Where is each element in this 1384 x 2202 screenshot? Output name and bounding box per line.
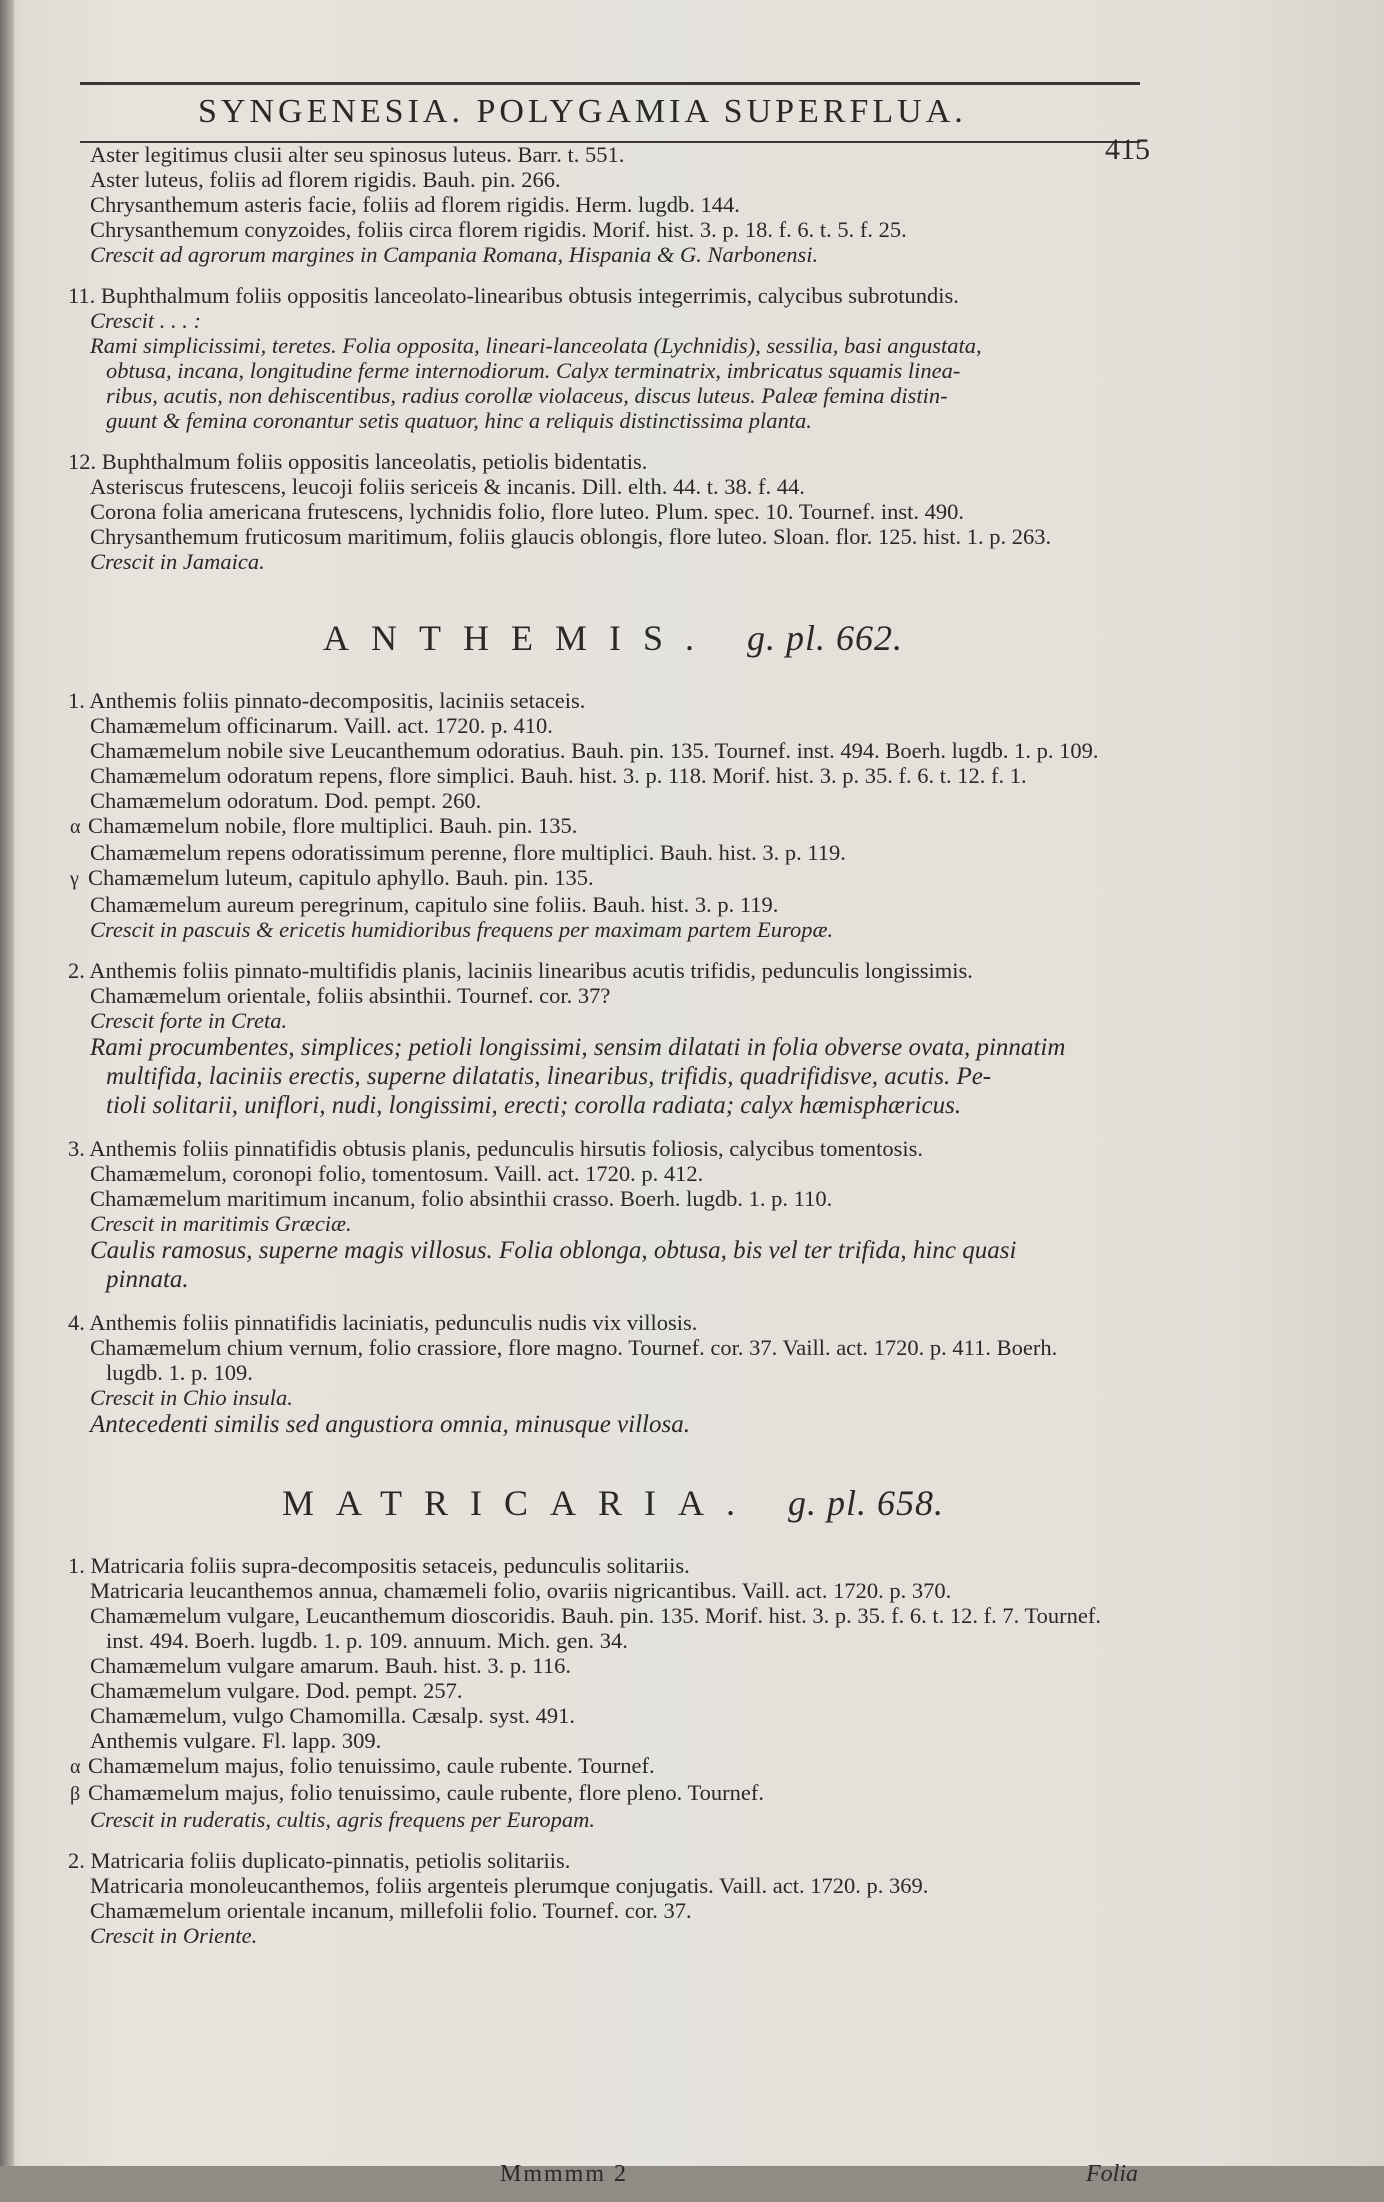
catchword: Folia — [1086, 2161, 1138, 2187]
description-line: obtusa, incana, longitudine ferme internodiorum. Calyx terminatrix, imbricatus squamis linea- — [106, 358, 961, 383]
synonym-line: Chamæmelum chium vernum, folio crassiore, flore magno. Tournef. cor. 37. Vaill. act. 1720. p. 411. Boerh. — [90, 1335, 1058, 1360]
variety-text: Chamæmelum luteum, capitulo aphyllo. Bauh. pin. 135. — [88, 865, 594, 890]
description-line: Rami procumbentes, simplices; petioli longissimi, sensim dilatati in folia obverse ovata, pinnatim — [90, 1034, 1066, 1061]
synonym-line: Chrysanthemum fruticosum maritimum, foliis glaucis oblongis, flore luteo. Sloan. flor. 125. hist. 1. p. 263. — [90, 524, 1052, 549]
variety-text: Chamæmelum majus, folio tenuissimo, caule rubente. Tournef. — [88, 1753, 655, 1778]
page-number: 415 — [1105, 133, 1150, 166]
description-line: tioli solitarii, uniflori, nudi, longissimi, erecti; corolla radiata; calyx hæmisphæricus. — [106, 1092, 962, 1119]
species-heading: 4. Anthemis foliis pinnatifidis laciniatis, pedunculis nudis vix villosis. — [68, 1310, 698, 1335]
running-head-title: SYNGENESIA. POLYGAMIA SUPERFLUA. — [198, 93, 967, 130]
variety-line — [68, 865, 1158, 892]
habitat-line: Crescit in Chio insula. — [90, 1385, 293, 1410]
synonym-line: Chamæmelum vulgare. Dod. pempt. 257. — [90, 1678, 463, 1703]
synonym-line: Chamæmelum aureum peregrinum, capitulo sine foliis. Bauh. hist. 3. p. 119. — [90, 892, 779, 917]
description-line: Antecedenti similis sed angustiora omnia, minusque villosa. — [90, 1411, 690, 1438]
variety-line — [68, 813, 1158, 840]
species-heading: 1. Matricaria foliis supra-decompositis setaceis, pedunculis solitariis. — [68, 1553, 690, 1578]
species-heading: 3. Anthemis foliis pinnatifidis obtusis planis, pedunculis hirsutis foliosis, calycibus tomentosis. — [68, 1136, 923, 1161]
habitat-line: Crescit in maritimis Græciæ. — [90, 1211, 352, 1236]
continued-synonyms — [68, 142, 1158, 267]
synonym-line: Matricaria monoleucanthemos, foliis argenteis plerumque conjugatis. Vaill. act. 1720. p. 369. — [90, 1873, 929, 1898]
species-heading: 11. Buphthalmum foliis oppositis lanceolato-linearibus obtusis integerrimis, calycibus subrotundis. — [68, 283, 959, 308]
habitat-line: Crescit in pascuis & ericetis humidioribus frequens per maximam partem Europæ. — [90, 917, 834, 942]
genus-reference: g. pl. 662. — [746, 618, 903, 658]
signature-mark: Mmmmm 2 — [500, 2161, 629, 2187]
species-entry — [68, 1553, 1158, 1832]
genus-name: MATRICARIA. — [281, 1483, 757, 1523]
description-line: pinnata. — [106, 1266, 189, 1293]
synonym-line: Chamæmelum odoratum. Dod. pempt. 260. — [90, 788, 482, 813]
variety-text: Chamæmelum majus, folio tenuissimo, caule rubente, flore pleno. Tournef. — [88, 1780, 764, 1805]
synonym-line: Chamæmelum nobile sive Leucanthemum odoratius. Bauh. pin. 135. Tournef. inst. 494. Boerh. lugdb. 1. p. 109. — [90, 738, 1099, 763]
species-entry — [68, 1310, 1158, 1439]
species-entry — [68, 958, 1158, 1120]
synonym-line: inst. 494. Boerh. lugdb. 1. p. 109. annuum. Mich. gen. 34. — [106, 1628, 628, 1653]
description-line: ribus, acutis, non dehiscentibus, radius corollæ violaceus, discus luteus. Paleæ femina distin- — [106, 383, 948, 408]
species-entry — [68, 1848, 1158, 1948]
variety-marker: γ — [70, 868, 79, 890]
synonym-line: Matricaria leucanthemos annua, chamæmeli folio, ovariis nigricantibus. Vaill. act. 1720. p. 370. — [90, 1578, 952, 1603]
synonym-line: Chamæmelum orientale, foliis absinthii. Tournef. cor. 37? — [90, 983, 611, 1008]
synonym-line: Corona folia americana frutescens, lychnidis folio, flore luteo. Plum. spec. 10. Tournef. inst. 490. — [90, 499, 965, 524]
description-line: Caulis ramosus, superne magis villosus. Folia oblonga, obtusa, bis vel ter trifida, hinc quasi — [90, 1237, 1017, 1264]
synonym-line: Chamæmelum, vulgo Chamomilla. Cæsalp. syst. 491. — [90, 1703, 576, 1728]
synonym-line: lugdb. 1. p. 109. — [106, 1360, 253, 1385]
habitat-line: Crescit in Jamaica. — [90, 549, 265, 574]
habitat-line: Crescit in Oriente. — [90, 1923, 258, 1948]
genus-heading-anthemis — [68, 618, 1158, 658]
description-line: guunt & femina coronantur setis quatuor, hinc a reliquis distinctissima planta. — [106, 408, 812, 433]
variety-text: Chamæmelum nobile, flore multiplici. Bauh. pin. 135. — [88, 813, 578, 838]
habitat-line: Crescit . . . : — [90, 308, 202, 333]
genus-reference: g. pl. 658. — [788, 1483, 945, 1523]
species-entry — [68, 449, 1158, 574]
synonym-line: Chamæmelum repens odoratissimum perenne, flore multiplici. Bauh. hist. 3. p. 119. — [90, 840, 846, 865]
species-entry — [68, 688, 1158, 942]
variety-marker: β — [70, 1783, 81, 1805]
synonym-line: Chamæmelum odoratum repens, flore simplici. Bauh. hist. 3. p. 118. Morif. hist. 3. p. 35. f. 6. t. 12. f. 1. — [90, 763, 1027, 788]
variety-line — [68, 1753, 1158, 1780]
synonym-line: Chamæmelum officinarum. Vaill. act. 1720. p. 410. — [90, 713, 553, 738]
synonym-line: Aster legitimus clusii alter seu spinosus luteus. Barr. t. 551. — [90, 142, 625, 167]
synonym-line: Chamæmelum maritimum incanum, folio absinthii crasso. Boerh. lugdb. 1. p. 110. — [90, 1186, 833, 1211]
habitat-line: Crescit in ruderatis, cultis, agris frequens per Europam. — [90, 1807, 595, 1832]
synonym-line: Aster luteus, foliis ad florem rigidis. Bauh. pin. 266. — [90, 167, 561, 192]
page-footer — [68, 2162, 1158, 2202]
synonym-line: Chamæmelum, coronopi folio, tomentosum. Vaill. act. 1720. p. 412. — [90, 1161, 704, 1186]
synonym-line: Chrysanthemum conyzoides, foliis circa florem rigidis. Morif. hist. 3. p. 18. f. 6. t. 5. f. 25. — [90, 217, 907, 242]
synonym-line: Anthemis vulgare. Fl. lapp. 309. — [90, 1728, 382, 1753]
species-heading: 1. Anthemis foliis pinnato-decompositis, laciniis setaceis. — [68, 688, 586, 713]
species-heading: 2. Matricaria foliis duplicato-pinnatis, petiolis solitariis. — [68, 1848, 571, 1873]
species-entry — [68, 283, 1158, 433]
synonym-line: Chamæmelum orientale incanum, millefolii folio. Tournef. cor. 37. — [90, 1898, 692, 1923]
species-heading: 12. Buphthalmum foliis oppositis lanceolatis, petiolis bidentatis. — [68, 449, 648, 474]
description-line: multifida, laciniis erectis, superne dilatatis, linearibus, trifidis, quadrifidisve, acutis. Pe- — [106, 1063, 992, 1090]
synonym-line: Asteriscus frutescens, leucoji foliis sericeis & incanis. Dill. elth. 44. t. 38. f. 44. — [90, 474, 805, 499]
variety-marker: α — [70, 1756, 81, 1778]
page-gutter — [0, 0, 14, 2166]
species-heading: 2. Anthemis foliis pinnato-multifidis planis, laciniis linearibus acutis trifidis, pedunculis longissimis. — [68, 958, 973, 983]
variety-line — [68, 1780, 1158, 1807]
description-line: Rami simplicissimi, teretes. Folia opposita, lineari-lanceolata (Lychnidis), sessilia, basi angustata, — [90, 333, 982, 358]
synonym-line: Chrysanthemum asteris facie, foliis ad florem rigidis. Herm. lugdb. 144. — [90, 192, 740, 217]
genus-name: ANTHEMIS. — [322, 618, 716, 658]
page-body — [68, 142, 1158, 2187]
habitat-line: Crescit forte in Creta. — [90, 1008, 288, 1033]
species-entry — [68, 1136, 1158, 1294]
synonym-line: Chamæmelum vulgare amarum. Bauh. hist. 3. p. 116. — [90, 1653, 571, 1678]
genus-heading-matricaria — [68, 1483, 1158, 1523]
variety-marker: α — [70, 816, 81, 838]
habitat-line: Crescit ad agrorum margines in Campania Romana, Hispania & G. Narbonensi. — [90, 242, 819, 267]
synonym-line: Chamæmelum vulgare, Leucanthemum dioscoridis. Bauh. pin. 135. Morif. hist. 3. p. 35. f. 6. t. 12. f. 7. Tournef. — [90, 1603, 1101, 1628]
